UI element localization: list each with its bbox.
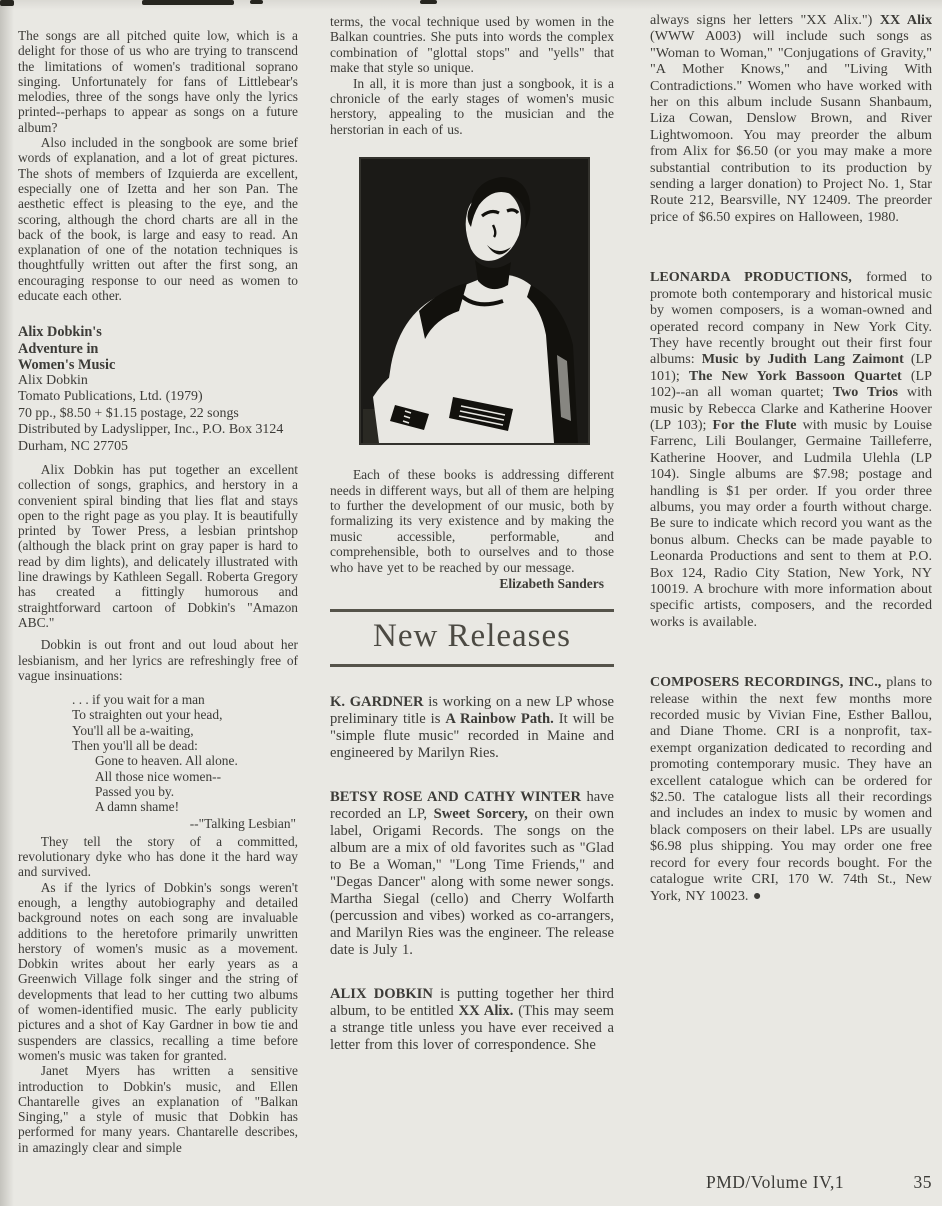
heading-line: Alix Dobkin's [18, 324, 102, 341]
paragraph [330, 76, 614, 138]
text-segment: have recorded an LP, [330, 788, 614, 822]
text-segment: always signs her letters "XX Alix.") [650, 12, 880, 28]
text-segment: Also included in the songbook are some brief words of explanation, and a lot of great pictures. The shots of members of Izquierda are excellent, especially one of Izetta and her son Pan. The aesthetic effect is pleasing to the eye, and the scoring, although the chord charts are all in the back of the book, is large and easy to read. An explanation of one of the notation techniques is thoughtfully written out after the first song, an encouraging response to our need as women to educate each other. [18, 135, 298, 304]
news-entry [330, 986, 614, 1054]
poem-line: All those nice women-- [95, 768, 222, 784]
info-line: 70 pp., $8.50 + $1.15 postage, 22 songs [18, 405, 239, 421]
text-segment: with music by Rebecca Clarke and Katherine Hoover (LP 103); [650, 384, 932, 433]
bold-text: XX Alix [879, 12, 932, 28]
text-segment: It will be "simple flute music" recorded in Maine and engineered by Marilyn Ries. [330, 710, 614, 761]
text-segment: As if the lyrics of Dobkin's songs weren't enough, a lengthy autobiography and detailed background notes on each song are invaluable additions to the heretofore primarily unwritten herstory of women's music as a movement. Dobkin writes about her early years as a Greenwich Village folk singer and the string of developments that lead to her cutting two albums of women-identified music. The early publicity pictures and a shot of Kay Gardner in bow tie and suspenders are classics, recalling a time before women's music was taken for granted. [18, 879, 298, 1063]
news-entry [330, 694, 614, 762]
performer-photo [359, 157, 586, 445]
bold-text: XX Alix. [458, 1002, 514, 1019]
text-segment: is putting together her third album, to be entitled [330, 985, 614, 1019]
middle-column [330, 14, 614, 1054]
paragraph [18, 834, 298, 880]
right-column [650, 12, 932, 904]
bold-text: LEONARDA PRODUCTIONS, [650, 269, 852, 286]
bold-text: Music by Judith Lang Zaimont [701, 351, 904, 368]
text-segment: In all, it is more than just a songbook, it is a chronicle of the early stages of women's music herstory, appealing to the musician and the herstorian in each of us. [330, 75, 614, 137]
paragraph [330, 14, 614, 76]
bold-text: COMPOSERS RECORDINGS, INC., [650, 674, 882, 691]
journal-volume-label: PMD/Volume IV,1 [706, 1172, 845, 1192]
text-segment: Janet Myers has written a sensitive introduction to Dobkin's music, and Ellen Chantarelle gives an explanation of "Balkan Singing," a style of music that Dobkin has performed for many years. Chantarelle describes, in amazingly clear and simple [18, 1063, 298, 1155]
section-title: New Releases [372, 617, 571, 654]
poem-attribution: --"Talking Lesbian" [189, 815, 296, 831]
performer-photo-image [359, 157, 590, 445]
left-column [18, 28, 298, 1155]
text-segment: on their own label, Origami Records. The songs on the album are a mix of old favorites such as "Glad to Be a Woman," "Long Time Friends," and "Degas Dancer" along with some newer songs. Martha Siegal (cello) and Cherry Wolfarth (percussion and vibes) worked as co-arrangers, and Marilyn Ries was the engineer. The release date is July 1. [330, 805, 615, 958]
text-segment: terms, the vocal technique used by women in the Balkan countries. She puts into words the complex combination of "glottal stops" and "yells" that make that style so unique. [330, 14, 614, 76]
news-entry [650, 269, 932, 630]
text-segment: They tell the story of a committed, revolutionary dyke who has done it the hard way and survived. [18, 833, 298, 880]
bold-text: Sweet Sorcery, [433, 805, 528, 822]
poem-line: To straighten out your head, [72, 707, 223, 723]
text-segment: is working on a new LP whose preliminary title is [330, 693, 614, 727]
poem-line: Passed you by. [95, 783, 175, 799]
paragraph [18, 28, 298, 135]
text-segment: (WWW A003) will include such songs as "Woman to Woman," "Conjugations of Gravity," "A Mother Knows," and "Living With Contradictions." Women who have worked with her on this album include Susann Shanbaum, Liza Cowan, Denslow Brown, and River Lightwomoon. You may preorder the album from Alix for $6.50 (or you may make a more substantial contribution to its production by sending a larger donation) to Project No. 1, Star Route 212, Bearsville, NY 12409. The preorder price of $6.50 expires on Halloween, 1980. [650, 28, 932, 225]
bold-text: Two Trios [832, 384, 899, 401]
text-segment: Alix Dobkin has put together an excellent collection of songs, graphics, and herstory in a convenient spiral binding that lies flat and stays open to the right page as you play. It is beautifully printed by Tower Press, a lesbian printshop (although the black print on gray paper is hard to read by dim lights), and delicately illustrated with line drawings by Kathleen Segall. Roberta Gregory has created a fittingly humorous and straightforward cartoon of Dobkin's "Amazon ABC." [18, 461, 298, 630]
text-segment: Dobkin is out front and out loud about her lesbianism, and her lyrics are refreshingly free of vague insinuations: [18, 637, 298, 683]
bold-text: The New York Bassoon Quartet [688, 367, 902, 384]
text-segment: (This may seem a strange title unless you have ever received a letter from this lover of correspondence. She [330, 1002, 614, 1053]
text-segment: formed to promote both contemporary and historical music by women composers, is a woman-owned and operated record company in New York City. They have recently brought out their first four albums: [650, 269, 932, 368]
paragraph [330, 467, 614, 575]
text-segment: with music by Louise Farrenc, Lili Boulanger, Germaine Tailleferre, Katherine Hoover, and Ludmila Ulehla (LP 104). Single albums are $7.98; postage and handling is $1 per order. If you order three albums, you may order a fourth without charge. Be sure to indicate which record you want as the bonus album. Checks can be made payable to Leonarda Productions and sent to them at P.O. Box 124, Radio City Station, New York, NY 10019. A brochure with more information about specific artists, composers, and the recorded works is available. [650, 416, 933, 630]
scan-edge-shading [0, 0, 14, 1206]
paragraph [18, 462, 298, 630]
text-segment: (LP 101); [650, 351, 932, 384]
text-segment: Each of these books is addressing different needs in different ways, but all of them are helping to further the development of our music, both by formalizing its very existence and by making the music accessible, performable, and comprehensible, both to ourselves and to those who have yet to be reached by our message. [330, 467, 614, 575]
book-info [18, 373, 298, 455]
scan-artifact [0, 0, 14, 6]
scan-artifact [250, 0, 263, 4]
text-segment: The songs are all pitched quite low, which is a delight for those of us who are trying to transcend the limitations of women's traditional soprano singing. Unfortunately for fans of Littlebear's melodies, three of the songs have only the lyrics printed--perhaps to appear as songs on a future album? [18, 28, 298, 135]
news-entry [330, 789, 614, 959]
new-releases-header [330, 609, 614, 667]
paragraph [18, 135, 298, 303]
paragraph [18, 637, 298, 683]
poem-line: Gone to heaven. All alone. [95, 753, 238, 769]
info-line: Durham, NC 27705 [18, 438, 128, 454]
poem-line: A damn shame! [95, 799, 180, 815]
book-title [18, 324, 298, 373]
paragraph [650, 12, 932, 225]
poem-line: . . . if you wait for a man [72, 692, 205, 708]
text-segment: (LP 102)--an all woman quartet; [650, 367, 932, 401]
bold-text: ALIX DOBKIN [330, 985, 433, 1002]
poem-line: Then you'll all be dead: [72, 738, 198, 754]
talking-lesbian-lyrics [18, 692, 298, 831]
info-line: Tomato Publications, Ltd. (1979) [18, 389, 203, 405]
scan-artifact [142, 0, 234, 5]
paragraph [18, 1063, 298, 1155]
text-segment: plans to release within the next few months more recorded music by Vivian Fine, Esther Ballou, and Diane Thome. CRI is a nonprofit, tax-exempt organization dedicated to recording and promoting contemporary music. They have an excellent catalogue which can be ordered for $2.50. The catalogue lists all their recordings and includes an index to music by women and black composers on their label. LPs are usually $6.98 plus shipping. You may order one free record for every four records bought. For the catalogue write CRI, 170 W. 74th St., New York, NY 10023. ● [650, 674, 932, 904]
poem-line: You'll all be a-waiting, [72, 722, 194, 738]
bold-text: A Rainbow Path. [445, 710, 554, 727]
news-entry [650, 674, 932, 904]
info-line: Distributed by Ladyslipper, Inc., P.O. Box 3124 [18, 422, 284, 438]
author-signature: Elizabeth Sanders [499, 576, 604, 592]
info-line: Alix Dobkin [18, 372, 88, 388]
heading-line: Adventure in [18, 340, 99, 357]
bold-text: BETSY ROSE AND CATHY WINTER [330, 788, 582, 805]
page-number: 35 [913, 1172, 932, 1192]
page-footer [650, 1172, 932, 1193]
paragraph [18, 880, 298, 1064]
bold-text: For the Flute [712, 416, 797, 433]
scan-artifact [420, 0, 437, 4]
bold-text: K. GARDNER [330, 693, 424, 710]
heading-line: Women's Music [18, 356, 116, 373]
